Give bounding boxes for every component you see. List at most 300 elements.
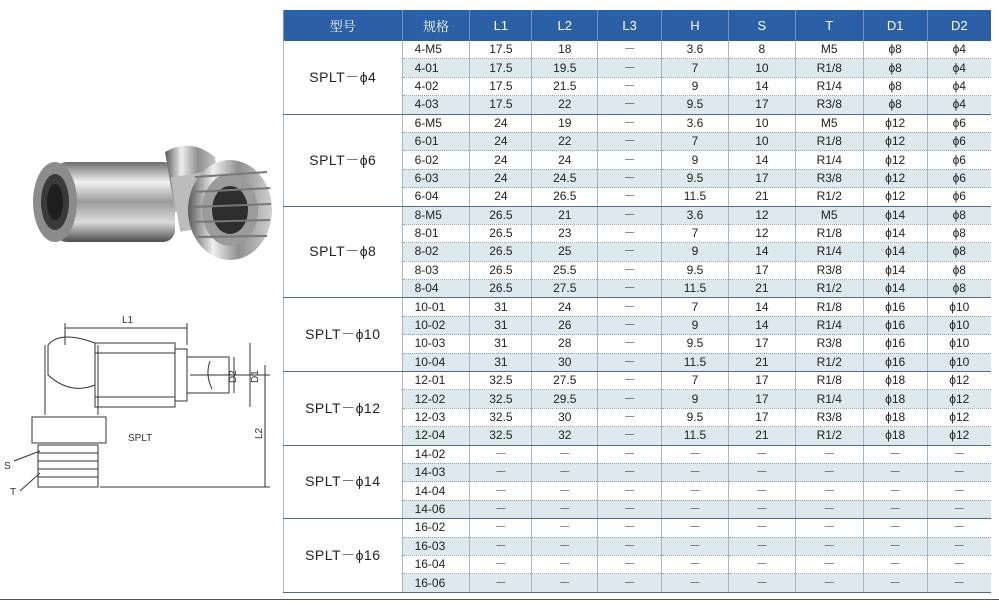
value-cell: － — [863, 574, 927, 592]
value-cell: R3/8 — [795, 408, 863, 426]
value-cell: － — [532, 537, 598, 555]
value-cell: － — [795, 482, 863, 500]
value-cell: R1/4 — [795, 316, 863, 334]
value-cell: － — [598, 482, 662, 500]
value-cell: － — [598, 169, 662, 187]
value-cell: 12 — [728, 206, 795, 224]
value-cell: ϕ10 — [927, 335, 991, 353]
value-cell: － — [470, 445, 532, 463]
label-l2: L2 — [254, 427, 265, 439]
value-cell: － — [470, 500, 532, 518]
value-cell: 24.5 — [532, 169, 598, 187]
value-cell: － — [598, 463, 662, 481]
spec-cell: 4-01 — [402, 59, 470, 77]
value-cell: － — [728, 482, 795, 500]
value-cell: － — [532, 445, 598, 463]
value-cell: － — [728, 463, 795, 481]
table-row — [284, 114, 992, 132]
value-cell: 11.5 — [662, 280, 729, 298]
value-cell: － — [662, 519, 729, 537]
value-cell: 32.5 — [470, 408, 532, 426]
value-cell: ϕ4 — [927, 59, 991, 77]
figure-panel — [0, 0, 283, 611]
spec-cell: 6-03 — [402, 169, 470, 187]
value-cell: － — [598, 114, 662, 132]
column-header: L3 — [598, 10, 662, 41]
model-cell: SPLT－ϕ16 — [284, 519, 403, 593]
value-cell: 19.5 — [532, 59, 598, 77]
bottom-divider — [0, 599, 999, 600]
value-cell: － — [470, 482, 532, 500]
value-cell: 11.5 — [662, 188, 729, 206]
value-cell: － — [863, 519, 927, 537]
spec-cell: 16-06 — [402, 574, 470, 592]
value-cell: － — [927, 500, 991, 518]
value-cell: － — [728, 445, 795, 463]
value-cell: ϕ8 — [927, 224, 991, 242]
column-header: T — [795, 10, 863, 41]
value-cell: － — [598, 390, 662, 408]
value-cell: R1/2 — [795, 188, 863, 206]
value-cell: － — [795, 445, 863, 463]
value-cell: － — [863, 500, 927, 518]
value-cell: － — [470, 537, 532, 555]
value-cell: － — [598, 59, 662, 77]
value-cell: 17.5 — [470, 41, 532, 59]
column-header: 型号 — [284, 10, 403, 41]
value-cell: ϕ10 — [927, 353, 991, 371]
spec-table-container — [283, 10, 991, 593]
value-cell: － — [927, 537, 991, 555]
value-cell: 17 — [728, 335, 795, 353]
value-cell: 9 — [662, 77, 729, 95]
value-cell: 14 — [728, 77, 795, 95]
value-cell: R1/8 — [795, 59, 863, 77]
value-cell: 7 — [662, 59, 729, 77]
spec-cell: 4-M5 — [402, 41, 470, 59]
value-cell: － — [863, 463, 927, 481]
value-cell: 25.5 — [532, 261, 598, 279]
value-cell: 31 — [470, 316, 532, 334]
value-cell: － — [795, 463, 863, 481]
value-cell: 7 — [662, 132, 729, 150]
label-t: T — [10, 487, 17, 498]
value-cell: － — [598, 151, 662, 169]
value-cell: － — [598, 206, 662, 224]
value-cell: 21 — [728, 188, 795, 206]
value-cell: ϕ6 — [927, 188, 991, 206]
value-cell: － — [662, 500, 729, 518]
model-cell: SPLT－ϕ12 — [284, 372, 403, 446]
spec-cell: 14-02 — [402, 445, 470, 463]
spec-cell: 6-01 — [402, 132, 470, 150]
value-cell: － — [532, 463, 598, 481]
spec-cell: 8-04 — [402, 280, 470, 298]
value-cell: ϕ18 — [863, 390, 927, 408]
spec-cell: 4-02 — [402, 77, 470, 95]
value-cell: 17.5 — [470, 96, 532, 114]
value-cell: － — [728, 537, 795, 555]
value-cell: R1/2 — [795, 353, 863, 371]
value-cell: － — [598, 445, 662, 463]
value-cell: 8 — [728, 41, 795, 59]
value-cell: ϕ18 — [863, 427, 927, 445]
value-cell: － — [728, 555, 795, 573]
value-cell: － — [927, 463, 991, 481]
value-cell: ϕ10 — [927, 298, 991, 316]
value-cell: ϕ8 — [863, 96, 927, 114]
value-cell: ϕ16 — [863, 353, 927, 371]
value-cell: R1/4 — [795, 151, 863, 169]
spec-cell: 10-03 — [402, 335, 470, 353]
label-model: SPLT — [128, 433, 153, 444]
spec-cell: 6-M5 — [402, 114, 470, 132]
value-cell: ϕ16 — [863, 298, 927, 316]
value-cell: ϕ8 — [927, 206, 991, 224]
value-cell: － — [532, 574, 598, 592]
value-cell: 17 — [728, 261, 795, 279]
value-cell: － — [598, 132, 662, 150]
spec-cell: 6-02 — [402, 151, 470, 169]
spec-cell: 10-04 — [402, 353, 470, 371]
value-cell: 24 — [470, 132, 532, 150]
value-cell: 9.5 — [662, 335, 729, 353]
spec-cell: 10-02 — [402, 316, 470, 334]
table-row — [284, 445, 992, 463]
value-cell: ϕ4 — [927, 96, 991, 114]
value-cell: 14 — [728, 298, 795, 316]
value-cell: ϕ8 — [927, 280, 991, 298]
value-cell: － — [532, 500, 598, 518]
model-cell: SPLT－ϕ10 — [284, 298, 403, 372]
value-cell: － — [598, 243, 662, 261]
value-cell: 21 — [728, 353, 795, 371]
value-cell: － — [598, 427, 662, 445]
value-cell: － — [795, 555, 863, 573]
value-cell: ϕ12 — [927, 408, 991, 426]
table-body — [284, 41, 992, 592]
value-cell: 12 — [728, 224, 795, 242]
spec-cell: 8-M5 — [402, 206, 470, 224]
value-cell: ϕ8 — [863, 77, 927, 95]
value-cell: － — [598, 555, 662, 573]
value-cell: ϕ6 — [927, 169, 991, 187]
value-cell: － — [927, 445, 991, 463]
value-cell: ϕ16 — [863, 316, 927, 334]
value-cell: 9 — [662, 316, 729, 334]
value-cell: ϕ12 — [927, 372, 991, 390]
value-cell: ϕ6 — [927, 114, 991, 132]
value-cell: 7 — [662, 372, 729, 390]
spec-cell: 12-02 — [402, 390, 470, 408]
value-cell: ϕ6 — [927, 151, 991, 169]
value-cell: 28 — [532, 335, 598, 353]
spec-cell: 14-03 — [402, 463, 470, 481]
value-cell: ϕ12 — [863, 114, 927, 132]
label-s: S — [4, 461, 11, 472]
value-cell: ϕ12 — [863, 132, 927, 150]
value-cell: 31 — [470, 298, 532, 316]
value-cell: ϕ18 — [863, 408, 927, 426]
value-cell: 9.5 — [662, 408, 729, 426]
column-header: L1 — [470, 10, 532, 41]
value-cell: 26.5 — [470, 224, 532, 242]
value-cell: 9.5 — [662, 96, 729, 114]
value-cell: － — [598, 372, 662, 390]
value-cell: － — [532, 555, 598, 573]
spec-cell: 12-04 — [402, 427, 470, 445]
column-header: H — [662, 10, 729, 41]
label-d2: D2 — [228, 370, 239, 383]
value-cell: 30 — [532, 353, 598, 371]
value-cell: － — [598, 41, 662, 59]
value-cell: R1/8 — [795, 372, 863, 390]
value-cell: － — [662, 445, 729, 463]
value-cell: 32 — [532, 427, 598, 445]
value-cell: － — [598, 408, 662, 426]
value-cell: － — [795, 500, 863, 518]
label-l1: L1 — [122, 315, 134, 326]
value-cell: ϕ14 — [863, 206, 927, 224]
value-cell: 9.5 — [662, 169, 729, 187]
value-cell: － — [598, 316, 662, 334]
value-cell: － — [598, 537, 662, 555]
value-cell: － — [662, 555, 729, 573]
model-cell: SPLT－ϕ6 — [284, 114, 403, 206]
spec-cell: 12-01 — [402, 372, 470, 390]
value-cell: － — [470, 463, 532, 481]
value-cell: － — [662, 463, 729, 481]
model-cell: SPLT－ϕ8 — [284, 206, 403, 298]
value-cell: ϕ12 — [863, 169, 927, 187]
value-cell: 21 — [728, 280, 795, 298]
value-cell: 27.5 — [532, 372, 598, 390]
value-cell: － — [795, 519, 863, 537]
value-cell: － — [598, 224, 662, 242]
value-cell: 17 — [728, 372, 795, 390]
value-cell: － — [795, 574, 863, 592]
column-header: L2 — [532, 10, 598, 41]
value-cell: － — [863, 445, 927, 463]
value-cell: ϕ8 — [863, 59, 927, 77]
value-cell: 24 — [532, 151, 598, 169]
value-cell: － — [863, 537, 927, 555]
value-cell: － — [598, 335, 662, 353]
value-cell: M5 — [795, 206, 863, 224]
value-cell: － — [598, 500, 662, 518]
value-cell: ϕ14 — [863, 261, 927, 279]
value-cell: R1/2 — [795, 427, 863, 445]
value-cell: － — [728, 519, 795, 537]
value-cell: 14 — [728, 316, 795, 334]
spec-cell: 16-04 — [402, 555, 470, 573]
value-cell: R1/8 — [795, 298, 863, 316]
value-cell: － — [728, 500, 795, 518]
value-cell: 29.5 — [532, 390, 598, 408]
spec-cell: 8-01 — [402, 224, 470, 242]
value-cell: ϕ8 — [863, 41, 927, 59]
value-cell: 17 — [728, 169, 795, 187]
value-cell: － — [598, 519, 662, 537]
spec-table — [283, 10, 991, 593]
value-cell: 23 — [532, 224, 598, 242]
value-cell: 32.5 — [470, 427, 532, 445]
value-cell: 26.5 — [470, 261, 532, 279]
value-cell: ϕ14 — [863, 224, 927, 242]
value-cell: 3.6 — [662, 41, 729, 59]
value-cell: 27.5 — [532, 280, 598, 298]
value-cell: 30 — [532, 408, 598, 426]
value-cell: R3/8 — [795, 335, 863, 353]
value-cell: － — [795, 537, 863, 555]
value-cell: 3.6 — [662, 206, 729, 224]
value-cell: 24 — [470, 169, 532, 187]
value-cell: ϕ12 — [927, 390, 991, 408]
value-cell: M5 — [795, 41, 863, 59]
value-cell: － — [598, 574, 662, 592]
value-cell: － — [927, 574, 991, 592]
value-cell: 24 — [470, 151, 532, 169]
value-cell: 32.5 — [470, 390, 532, 408]
value-cell: － — [598, 353, 662, 371]
value-cell: 21 — [728, 427, 795, 445]
value-cell: － — [728, 574, 795, 592]
value-cell: ϕ18 — [863, 372, 927, 390]
value-cell: － — [863, 482, 927, 500]
value-cell: 32.5 — [470, 372, 532, 390]
value-cell: 31 — [470, 353, 532, 371]
table-row — [284, 206, 992, 224]
spec-cell: 10-01 — [402, 298, 470, 316]
value-cell: R1/4 — [795, 77, 863, 95]
value-cell: － — [927, 482, 991, 500]
product-photo — [15, 132, 285, 274]
value-cell: 26.5 — [470, 206, 532, 224]
value-cell: － — [470, 555, 532, 573]
value-cell: 17 — [728, 408, 795, 426]
value-cell: 18 — [532, 41, 598, 59]
column-header: 规格 — [402, 10, 470, 41]
model-cell: SPLT－ϕ4 — [284, 41, 403, 114]
value-cell: 17 — [728, 96, 795, 114]
value-cell: 26 — [532, 316, 598, 334]
value-cell: 9 — [662, 390, 729, 408]
spec-cell: 8-02 — [402, 243, 470, 261]
value-cell: ϕ10 — [927, 316, 991, 334]
value-cell: 17.5 — [470, 59, 532, 77]
value-cell: － — [927, 555, 991, 573]
value-cell: ϕ8 — [927, 261, 991, 279]
value-cell: 7 — [662, 224, 729, 242]
value-cell: － — [598, 77, 662, 95]
value-cell: 19 — [532, 114, 598, 132]
value-cell: 22 — [532, 132, 598, 150]
value-cell: R1/2 — [795, 280, 863, 298]
column-header: D2 — [927, 10, 991, 41]
value-cell: 21 — [532, 206, 598, 224]
value-cell: 11.5 — [662, 353, 729, 371]
spec-cell: 4-03 — [402, 96, 470, 114]
spec-cell: 16-02 — [402, 519, 470, 537]
value-cell: － — [662, 537, 729, 555]
value-cell: － — [598, 298, 662, 316]
value-cell: R1/8 — [795, 224, 863, 242]
value-cell: － — [470, 519, 532, 537]
value-cell: － — [470, 574, 532, 592]
value-cell: 3.6 — [662, 114, 729, 132]
value-cell: － — [532, 519, 598, 537]
table-row — [284, 298, 992, 316]
value-cell: 10 — [728, 132, 795, 150]
value-cell: 22 — [532, 96, 598, 114]
value-cell: － — [598, 280, 662, 298]
spec-cell: 16-03 — [402, 537, 470, 555]
value-cell: － — [863, 555, 927, 573]
value-cell: ϕ14 — [863, 280, 927, 298]
value-cell: R3/8 — [795, 261, 863, 279]
spec-cell: 12-03 — [402, 408, 470, 426]
value-cell: 26.5 — [470, 280, 532, 298]
value-cell: － — [532, 482, 598, 500]
value-cell: 24 — [532, 298, 598, 316]
value-cell: 7 — [662, 298, 729, 316]
value-cell: R1/4 — [795, 390, 863, 408]
value-cell: 9 — [662, 151, 729, 169]
value-cell: 9.5 — [662, 261, 729, 279]
value-cell: ϕ4 — [927, 77, 991, 95]
spec-cell: 6-04 — [402, 188, 470, 206]
column-header: S — [728, 10, 795, 41]
value-cell: M5 — [795, 114, 863, 132]
value-cell: － — [598, 96, 662, 114]
value-cell: 31 — [470, 335, 532, 353]
spec-cell: 14-04 — [402, 482, 470, 500]
value-cell: 17.5 — [470, 77, 532, 95]
value-cell: R1/8 — [795, 132, 863, 150]
spec-cell: 8-03 — [402, 261, 470, 279]
value-cell: ϕ12 — [863, 151, 927, 169]
table-header-row — [284, 10, 992, 41]
value-cell: 21.5 — [532, 77, 598, 95]
dimension-drawing — [0, 305, 283, 505]
value-cell: 25 — [532, 243, 598, 261]
value-cell: R1/4 — [795, 243, 863, 261]
value-cell: 10 — [728, 114, 795, 132]
value-cell: ϕ12 — [863, 188, 927, 206]
model-cell: SPLT－ϕ14 — [284, 445, 403, 519]
value-cell: ϕ14 — [863, 243, 927, 261]
value-cell: R3/8 — [795, 169, 863, 187]
value-cell: 11.5 — [662, 427, 729, 445]
value-cell: 9 — [662, 243, 729, 261]
column-header: D1 — [863, 10, 927, 41]
value-cell: 14 — [728, 151, 795, 169]
table-row — [284, 372, 992, 390]
table-row — [284, 519, 992, 537]
value-cell: － — [927, 519, 991, 537]
value-cell: － — [598, 261, 662, 279]
value-cell: 10 — [728, 59, 795, 77]
value-cell: － — [662, 482, 729, 500]
value-cell: 24 — [470, 114, 532, 132]
value-cell: － — [598, 188, 662, 206]
label-d1: D1 — [250, 370, 261, 383]
spec-cell: 14-06 — [402, 500, 470, 518]
value-cell: ϕ6 — [927, 132, 991, 150]
value-cell: 24 — [470, 188, 532, 206]
value-cell: ϕ16 — [863, 335, 927, 353]
value-cell: 26.5 — [470, 243, 532, 261]
